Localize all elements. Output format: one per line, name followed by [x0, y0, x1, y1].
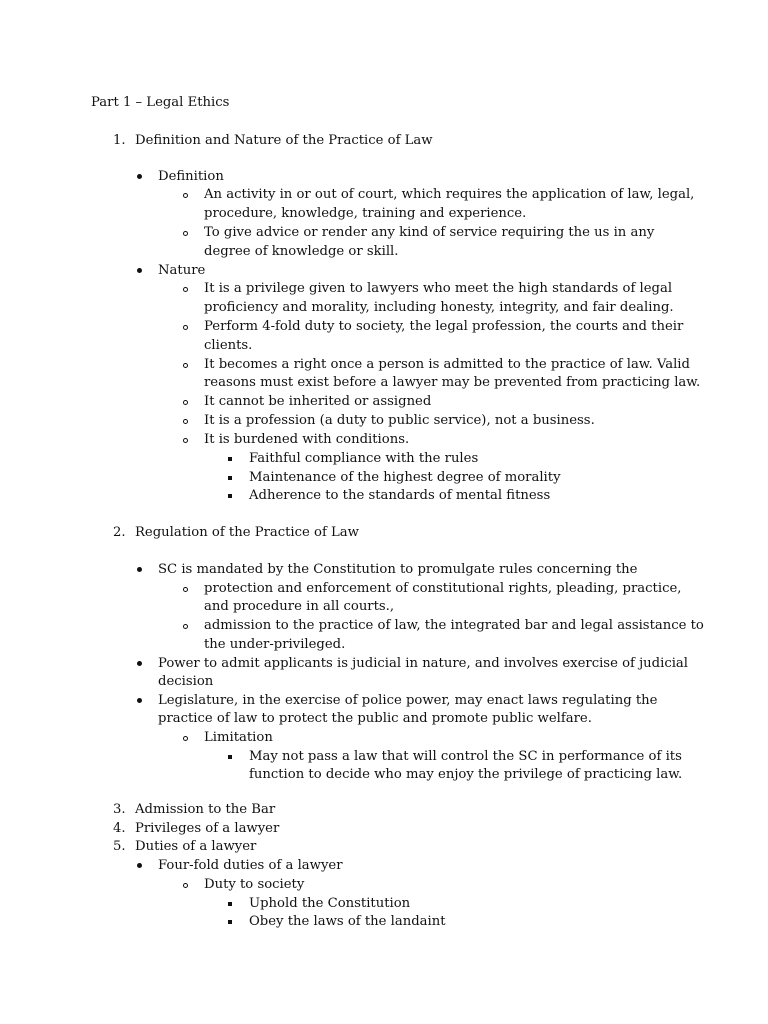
bullet-icon: [137, 268, 142, 273]
section-number: 5.: [113, 839, 126, 854]
list-item-continuation: and procedure in all courts.,: [204, 599, 395, 614]
list-item: SC is mandated by the Constitution to promulgate rules concerning the: [158, 562, 638, 577]
hollow-bullet-icon: [183, 587, 188, 592]
list-item: It becomes a right once a person is admitted to the practice of law. Valid: [204, 357, 690, 372]
hollow-bullet-icon: [183, 325, 188, 330]
section-heading: Admission to the Bar: [135, 802, 276, 817]
list-item: May not pass a law that will control the SC in performance of its: [249, 749, 682, 764]
hollow-bullet-icon: [183, 438, 188, 443]
hollow-bullet-icon: [183, 400, 188, 405]
square-bullet-icon: [228, 920, 232, 924]
list-item: It is a profession (a duty to public service), not a business.: [204, 413, 595, 428]
square-bullet-icon: [228, 476, 232, 480]
list-item-continuation: proficiency and morality, including honesty, integrity, and fair dealing.: [204, 300, 674, 315]
list-item: admission to the practice of law, the integrated bar and legal assistance to: [204, 618, 704, 633]
list-item-continuation: procedure, knowledge, training and experience.: [204, 206, 527, 221]
list-item-continuation: practice of law to protect the public and promote public welfare.: [158, 711, 592, 726]
bullet-icon: [137, 661, 142, 666]
hollow-bullet-icon: [183, 231, 188, 236]
list-item: Faithful compliance with the rules: [249, 451, 479, 466]
section-number: 1.: [113, 133, 126, 148]
hollow-bullet-icon: [183, 193, 188, 198]
bullet-icon: [137, 567, 142, 572]
list-item-continuation: reasons must exist before a lawyer may be prevented from practicing law.: [204, 375, 701, 390]
hollow-bullet-icon: [183, 419, 188, 424]
bullet-icon: [137, 698, 142, 703]
list-item: Adherence to the standards of mental fitness: [249, 488, 551, 503]
list-item: Nature: [158, 263, 206, 278]
section-heading: Regulation of the Practice of Law: [135, 525, 359, 540]
hollow-bullet-icon: [183, 287, 188, 292]
list-item: Definition: [158, 169, 224, 184]
square-bullet-icon: [228, 494, 232, 498]
list-item: It is burdened with conditions.: [204, 432, 410, 447]
hollow-bullet-icon: [183, 363, 188, 368]
square-bullet-icon: [228, 457, 232, 461]
list-item-continuation: function to decide who may enjoy the privilege of practicing law.: [249, 767, 683, 782]
list-item: Power to admit applicants is judicial in nature, and involves exercise of judicial: [158, 656, 689, 671]
section-heading: Duties of a lawyer: [135, 839, 257, 854]
list-item: It cannot be inherited or assigned: [204, 394, 432, 409]
hollow-bullet-icon: [183, 624, 188, 629]
list-item: Perform 4-fold duty to society, the legal profession, the courts and their: [204, 319, 684, 334]
list-item: Four-fold duties of a lawyer: [158, 858, 343, 873]
list-item: Maintenance of the highest degree of morality: [249, 470, 561, 485]
bullet-icon: [137, 863, 142, 868]
list-item-continuation: degree of knowledge or skill.: [204, 244, 399, 259]
list-item: It is a privilege given to lawyers who meet the high standards of legal: [204, 281, 673, 296]
bullet-icon: [137, 174, 142, 179]
square-bullet-icon: [228, 755, 232, 759]
page-title: Part 1 – Legal Ethics: [91, 95, 230, 110]
square-bullet-icon: [228, 902, 232, 906]
section-heading: Definition and Nature of the Practice of Law: [135, 133, 433, 148]
hollow-bullet-icon: [183, 736, 188, 741]
section-number: 2.: [113, 525, 126, 540]
list-item: Obey the laws of the landaint: [249, 914, 446, 929]
list-item: protection and enforcement of constitutional rights, pleading, practice,: [204, 581, 682, 596]
section-number: 3.: [113, 802, 126, 817]
list-item: Limitation: [204, 730, 273, 745]
list-item: An activity in or out of court, which requires the application of law, legal,: [204, 187, 695, 202]
list-item: Duty to society: [204, 877, 305, 892]
hollow-bullet-icon: [183, 883, 188, 888]
list-item-continuation: clients.: [204, 338, 253, 353]
list-item: Legislature, in the exercise of police power, may enact laws regulating the: [158, 693, 658, 708]
list-item: Uphold the Constitution: [249, 896, 411, 911]
section-number: 4.: [113, 821, 126, 836]
list-item-continuation: the under-privileged.: [204, 637, 346, 652]
list-item: To give advice or render any kind of service requiring the us in any: [204, 225, 655, 240]
list-item-continuation: decision: [158, 674, 214, 689]
section-heading: Privileges of a lawyer: [135, 821, 280, 836]
